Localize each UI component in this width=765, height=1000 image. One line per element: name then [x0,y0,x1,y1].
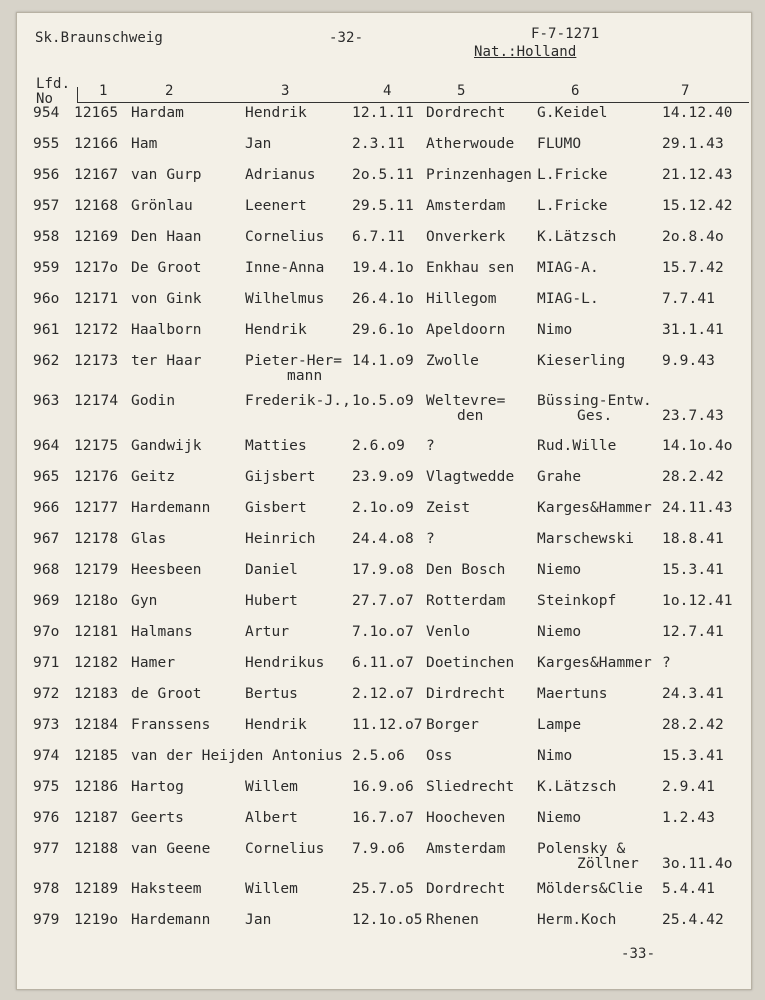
cell-surname: Gyn [131,593,158,609]
cell-date: 28.2.42 [662,717,724,733]
cell-surname: Haalborn [131,322,202,338]
cell-surname: Hamer [131,655,176,671]
cell-birth-place: Sliedrecht [426,779,515,795]
cell-employer: MIAG-L. [537,291,599,307]
cell-surname: Hardemann [131,912,211,928]
cell-surname: van Gurp [131,167,202,183]
column-header-6: 6 [571,83,580,99]
header-separator [77,87,78,103]
cell-date: 15.3.41 [662,748,724,764]
cell-surname: Hardam [131,105,184,121]
cell-lfd-no: 972 [33,686,60,702]
cell-employer: Niemo [537,810,582,826]
cell-surname: van Geene [131,841,211,857]
cell-birth-date: 12.1.11 [352,105,414,121]
cell-number: 12172 [74,322,119,338]
cell-number: 1218o [74,593,119,609]
cell-surname: Heesbeen [131,562,202,578]
cell-surname: Geerts [131,810,184,826]
cell-firstname: Artur [245,624,290,640]
cell-employer: MIAG-A. [537,260,599,276]
table-row [17,655,751,685]
column-header-1: 1 [99,83,108,99]
cell-employer: Herm.Koch [537,912,617,928]
cell-firstname: Jan [245,912,272,928]
cell-date: 14.12.40 [662,105,733,121]
cell-birth-place: Amsterdam [426,841,506,857]
cell-date: 15.7.42 [662,260,724,276]
cell-birth-date: 17.9.o8 [352,562,414,578]
cell-date: 14.1o.4o [662,438,733,454]
cell-date: 28.2.42 [662,469,724,485]
cell-employer: Polensky & [537,841,626,857]
cell-number: 12188 [74,841,119,857]
cell-employer: Kieserling [537,353,626,369]
table-row [17,229,751,259]
cell-date: 12.7.41 [662,624,724,640]
cell-birth-date: 12.1o.o5 [352,912,423,928]
cell-birth-place: Dordrecht [426,105,506,121]
cell-birth-date: 2.3.11 [352,136,405,152]
cell-birth-place: Venlo [426,624,471,640]
cell-lfd-no: 964 [33,438,60,454]
cell-date: 2.9.41 [662,779,715,795]
cell-number: 12173 [74,353,119,369]
column-header-7: 7 [681,83,690,99]
cell-firstname: Albert [245,810,298,826]
cell-date: 23.7.43 [662,408,724,424]
cell-birth-place: Onverkerk [426,229,506,245]
cell-number: 12176 [74,469,119,485]
cell-birth-date: 2.6.o9 [352,438,405,454]
cell-date: ? [662,655,671,671]
cell-date: 18.8.41 [662,531,724,547]
cell-birth-place-cont: den [457,408,484,424]
cell-firstname: Gisbert [245,500,307,516]
cell-surname: Ham [131,136,158,152]
cell-birth-date: 2.1o.o9 [352,500,414,516]
cell-lfd-no: 979 [33,912,60,928]
cell-employer: Niemo [537,562,582,578]
cell-surname: Hardemann [131,500,211,516]
cell-employer: Büssing-Entw. [537,393,652,409]
cell-birth-place: Oss [426,748,453,764]
cell-date: 5.4.41 [662,881,715,897]
cell-firstname-cont: mann [287,368,323,384]
cell-employer: Nimo [537,748,573,764]
cell-employer: K.Lätzsch [537,229,617,245]
cell-number: 12175 [74,438,119,454]
column-header-no: No [36,91,54,107]
cell-employer: Nimo [537,322,573,338]
cell-date: 25.4.42 [662,912,724,928]
cell-date: 29.1.43 [662,136,724,152]
cell-lfd-no: 963 [33,393,60,409]
cell-firstname: Cornelius [245,841,325,857]
cell-firstname: Cornelius [245,229,325,245]
cell-firstname: Frederik-J., [245,393,351,409]
table-row [17,841,751,871]
cell-date: 1.2.43 [662,810,715,826]
cell-lfd-no: 959 [33,260,60,276]
cell-date: 7.7.41 [662,291,715,307]
cell-number: 12167 [74,167,119,183]
table-row [17,912,751,942]
cell-firstname: Hubert [245,593,298,609]
cell-birth-date: 14.1.o9 [352,353,414,369]
cell-employer: K.Lätzsch [537,779,617,795]
cell-birth-date: 24.4.o8 [352,531,414,547]
table-row [17,748,751,778]
table-row [17,260,751,290]
table-row [17,438,751,468]
cell-birth-place: Rhenen [426,912,479,928]
cell-number: 12165 [74,105,119,121]
cell-birth-place: Vlagtwedde [426,469,515,485]
cell-lfd-no: 974 [33,748,60,764]
cell-firstname: Pieter-Her= [245,353,343,369]
cell-birth-place: Enkhau sen [426,260,515,276]
cell-birth-place: Hillegom [426,291,497,307]
page-number: -32- [329,30,364,46]
cell-lfd-no: 978 [33,881,60,897]
cell-lfd-no: 971 [33,655,60,671]
table-row [17,393,751,423]
cell-employer: L.Fricke [537,198,608,214]
cell-birth-place: Apeldoorn [426,322,506,338]
cell-birth-date: 29.5.11 [352,198,414,214]
cell-birth-date: 7.1o.o7 [352,624,414,640]
table-row [17,717,751,747]
cell-firstname: Heinrich [245,531,316,547]
cell-lfd-no: 96o [33,291,60,307]
cell-birth-date: 6.11.o7 [352,655,414,671]
cell-birth-date: 7.9.o6 [352,841,405,857]
cell-date: 15.3.41 [662,562,724,578]
cell-birth-place: Dirdrecht [426,686,506,702]
cell-birth-date: 11.12.o7 [352,717,423,733]
cell-number: 12189 [74,881,119,897]
cell-employer: Rud.Wille [537,438,617,454]
cell-birth-date: 26.4.1o [352,291,414,307]
cell-date: 24.11.43 [662,500,733,516]
cell-surname: ter Haar [131,353,202,369]
header-rule [77,102,749,103]
cell-employer: Maertuns [537,686,608,702]
cell-birth-place: Weltevre= [426,393,506,409]
cell-lfd-no: 973 [33,717,60,733]
cell-surname: von Gink [131,291,202,307]
column-header-4: 4 [383,83,392,99]
cell-surname: Grönlau [131,198,193,214]
column-header-2: 2 [165,83,174,99]
cell-employer: Mölders&Clie [537,881,643,897]
cell-date: 2o.8.4o [662,229,724,245]
cell-date: 21.12.43 [662,167,733,183]
cell-firstname: Willem [245,881,298,897]
cell-birth-date: 27.7.o7 [352,593,414,609]
cell-firstname: Hendrikus [245,655,325,671]
cell-lfd-no: 962 [33,353,60,369]
table-row [17,562,751,592]
cell-number: 12174 [74,393,119,409]
cell-date: 31.1.41 [662,322,724,338]
table-row [17,469,751,499]
cell-birth-place: Dordrecht [426,881,506,897]
cell-firstname: Hendrik [245,717,307,733]
table-row [17,167,751,197]
cell-date: 15.12.42 [662,198,733,214]
table-row [17,322,751,352]
cell-number: 12183 [74,686,119,702]
table-row [17,500,751,530]
cell-birth-date: 16.9.o6 [352,779,414,795]
cell-number: 12184 [74,717,119,733]
cell-surname: de Groot [131,686,202,702]
cell-birth-date: 16.7.o7 [352,810,414,826]
cell-surname: Haksteem [131,881,202,897]
cell-number: 12168 [74,198,119,214]
table-row [17,881,751,911]
cell-employer: Grahe [537,469,582,485]
cell-birth-date: 25.7.o5 [352,881,414,897]
cell-birth-place: Doetinchen [426,655,515,671]
cell-employer: Steinkopf [537,593,617,609]
table-row [17,686,751,716]
cell-employer: FLUMO [537,136,582,152]
cell-employer: Marschewski [537,531,635,547]
cell-firstname: Jan [245,136,272,152]
cell-lfd-no: 975 [33,779,60,795]
cell-number: 12179 [74,562,119,578]
cell-firstname: Adrianus [245,167,316,183]
cell-lfd-no: 976 [33,810,60,826]
cell-lfd-no: 969 [33,593,60,609]
cell-surname: van der Heijden Antonius [131,748,343,764]
cell-employer-cont: Zöllner [577,856,639,872]
cell-surname: Glas [131,531,167,547]
cell-birth-place: Amsterdam [426,198,506,214]
cell-birth-place: Prinzenhagen [426,167,532,183]
cell-number: 12177 [74,500,119,516]
cell-birth-place: Borger [426,717,479,733]
cell-lfd-no: 967 [33,531,60,547]
cell-employer: Lampe [537,717,582,733]
cell-lfd-no: 965 [33,469,60,485]
cell-firstname: Matties [245,438,307,454]
cell-birth-date: 1o.5.o9 [352,393,414,409]
cell-lfd-no: 957 [33,198,60,214]
cell-birth-place: ? [426,531,435,547]
cell-lfd-no: 954 [33,105,60,121]
column-header-3: 3 [281,83,290,99]
cell-lfd-no: 961 [33,322,60,338]
cell-employer: Niemo [537,624,582,640]
cell-lfd-no: 956 [33,167,60,183]
next-page-number: -33- [621,946,656,962]
cell-date: 24.3.41 [662,686,724,702]
cell-firstname: Gijsbert [245,469,316,485]
cell-birth-place: ? [426,438,435,454]
cell-birth-date: 6.7.11 [352,229,405,245]
cell-employer: L.Fricke [537,167,608,183]
cell-lfd-no: 977 [33,841,60,857]
table-row [17,105,751,135]
cell-surname: Hartog [131,779,184,795]
table-row [17,198,751,228]
cell-lfd-no: 966 [33,500,60,516]
cell-birth-date: 2.12.o7 [352,686,414,702]
cell-number: 12178 [74,531,119,547]
cell-birth-place: Den Bosch [426,562,506,578]
cell-employer: G.Keidel [537,105,608,121]
cell-firstname: Leenert [245,198,307,214]
cell-firstname: Hendrik [245,322,307,338]
cell-surname: Geitz [131,469,176,485]
cell-birth-date: 23.9.o9 [352,469,414,485]
cell-surname: Den Haan [131,229,202,245]
document-page [16,12,752,990]
cell-birth-place: Atherwoude [426,136,515,152]
cell-firstname: Daniel [245,562,298,578]
cell-birth-place: Zwolle [426,353,479,369]
cell-number: 12181 [74,624,119,640]
cell-number: 12166 [74,136,119,152]
cell-birth-date: 29.6.1o [352,322,414,338]
column-header-lfd: Lfd. [36,76,71,92]
table-row [17,810,751,840]
cell-birth-place: Hoocheven [426,810,506,826]
cell-firstname: Inne-Anna [245,260,325,276]
nationality-label: Nat.:Holland [474,44,577,60]
cell-date: 3o.11.4o [662,856,733,872]
cell-number: 12171 [74,291,119,307]
cell-surname: Franssens [131,717,211,733]
cell-employer: Karges&Hammer [537,655,652,671]
cell-surname: Godin [131,393,176,409]
column-header-5: 5 [457,83,466,99]
cell-firstname: Bertus [245,686,298,702]
cell-number: 12186 [74,779,119,795]
cell-surname: De Groot [131,260,202,276]
cell-birth-date: 2.5.o6 [352,748,405,764]
table-row [17,531,751,561]
cell-number: 12187 [74,810,119,826]
cell-firstname: Hendrik [245,105,307,121]
cell-number: 1219o [74,912,119,928]
cell-birth-date: 19.4.1o [352,260,414,276]
file-code: F-7-1271 [531,26,600,42]
table-row [17,624,751,654]
cell-date: 9.9.43 [662,353,715,369]
cell-firstname: Willem [245,779,298,795]
cell-birth-date: 2o.5.11 [352,167,414,183]
table-row [17,779,751,809]
cell-employer: Karges&Hammer [537,500,652,516]
cell-surname: Gandwijk [131,438,202,454]
cell-number: 12185 [74,748,119,764]
table-row [17,291,751,321]
cell-lfd-no: 97o [33,624,60,640]
cell-number: 1217o [74,260,119,276]
cell-number: 12169 [74,229,119,245]
cell-lfd-no: 955 [33,136,60,152]
table-row [17,136,751,166]
cell-firstname: Wilhelmus [245,291,325,307]
cell-birth-place: Zeist [426,500,471,516]
table-row [17,353,751,383]
cell-number: 12182 [74,655,119,671]
cell-surname: Halmans [131,624,193,640]
cell-birth-place: Rotterdam [426,593,506,609]
cell-lfd-no: 958 [33,229,60,245]
table-row [17,593,751,623]
header-location: Sk.Braunschweig [35,30,163,46]
cell-employer-cont: Ges. [577,408,613,424]
cell-date: 1o.12.41 [662,593,733,609]
cell-lfd-no: 968 [33,562,60,578]
